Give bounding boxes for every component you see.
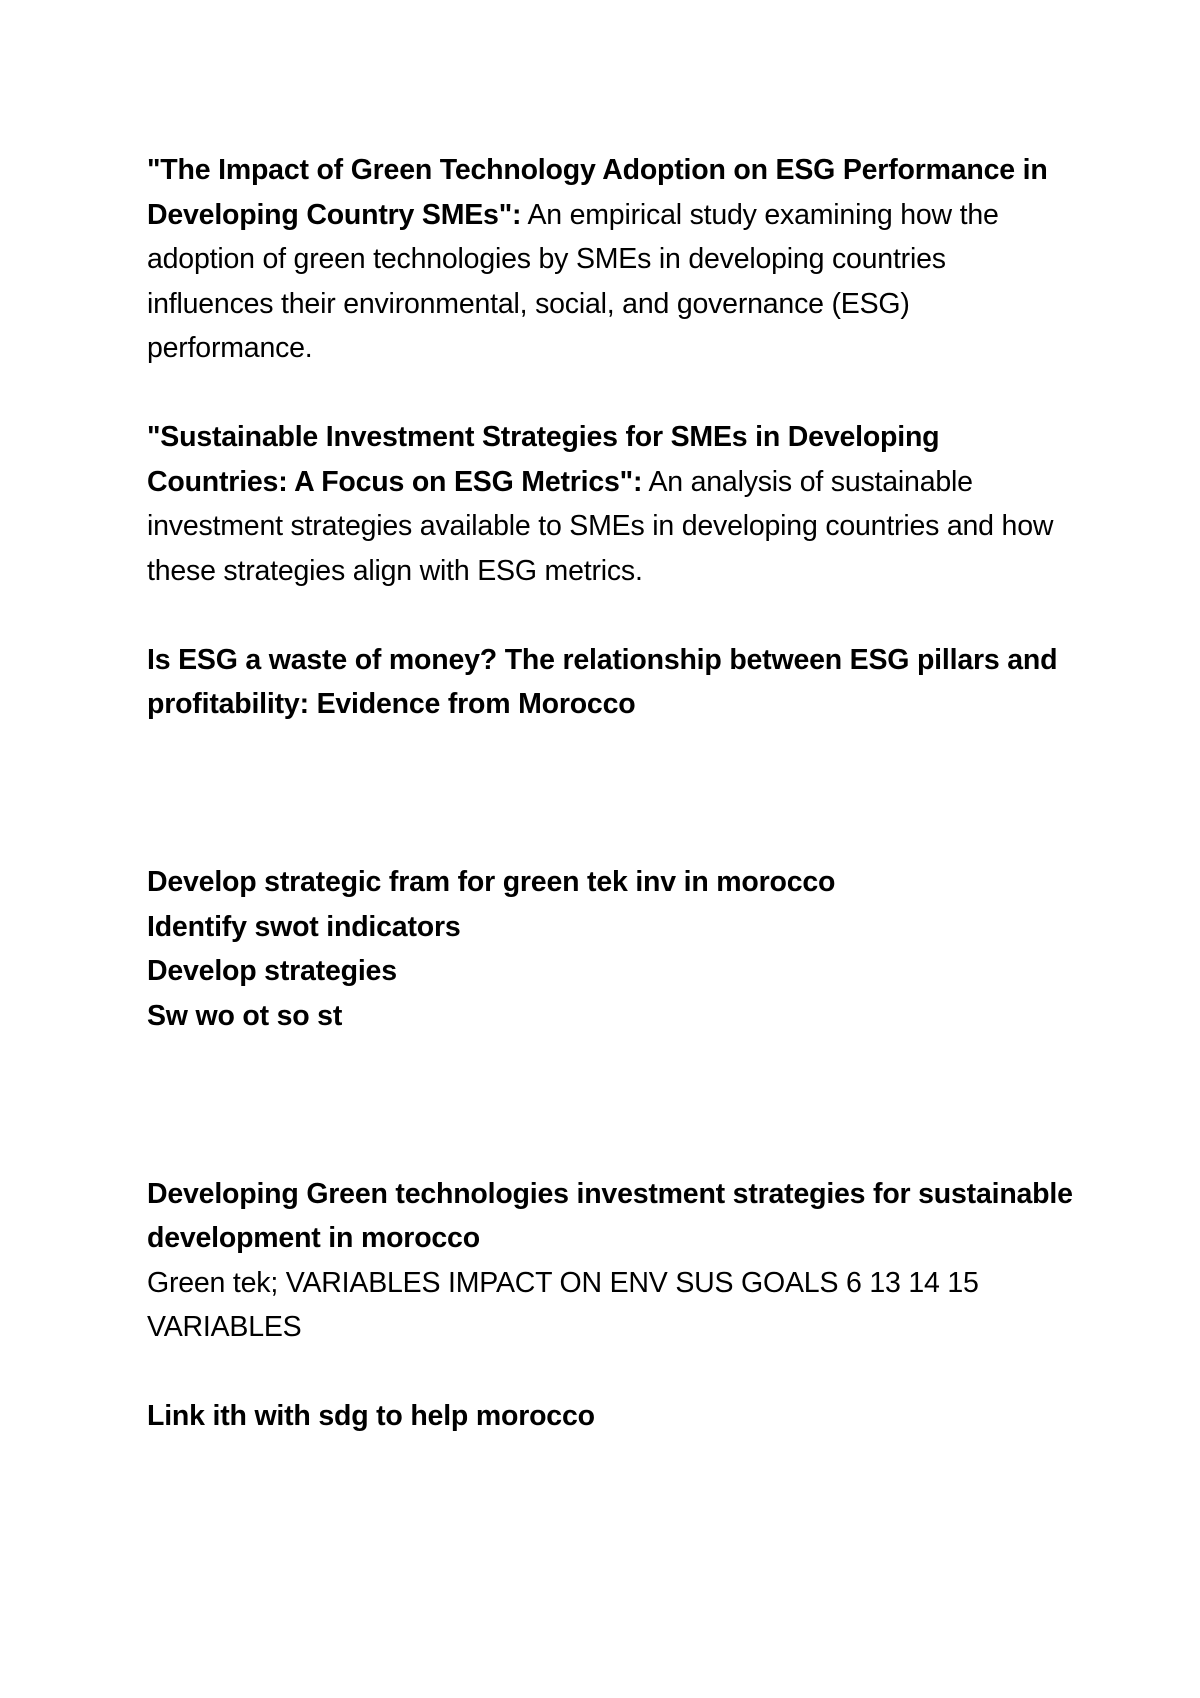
spacer <box>147 1350 1077 1395</box>
list-item: Develop strategic fram for green tek inv in morocco <box>147 866 836 898</box>
spacer <box>147 371 1077 416</box>
list-item: Sw wo ot so st <box>147 999 343 1032</box>
paragraph-title: "Sustainable Investment Strategies for SMEs in Developing Countries: A Focus on ESG Metrics": <box>147 421 940 498</box>
list-item: Develop strategies <box>147 955 397 987</box>
spacer <box>147 727 1077 861</box>
paragraph-green-tech-impact <box>147 148 1077 371</box>
paragraph-title: "The Impact of Green Technology Adoption on ESG Performance in Developing Country SMEs": <box>147 154 1048 231</box>
paragraph-green-tech-strategies: Developing Green technologies investment strategies for sustainable development in morocco <box>147 1177 1073 1254</box>
document-page <box>147 148 1077 1439</box>
paragraph-variables: Green tek; VARIABLES IMPACT ON ENV SUS GOALS 6 13 14 15 VARIABLES <box>147 1266 979 1343</box>
paragraph-body: An analysis of sustainable investment strategies available to SMEs in developing countries and how these strategies align with ESG metrics. <box>147 465 1054 587</box>
spacer <box>147 593 1077 638</box>
paragraph-sustainable-investment <box>147 415 1077 593</box>
paragraph-esg-waste-of-money: Is ESG a waste of money? The relationship between ESG pillars and profitability: Evidence from Morocco <box>147 643 1058 720</box>
spacer <box>147 1038 1077 1172</box>
paragraph-body: An empirical study examining how the adoption of green technologies by SMEs in developing countries influences their environmental, social, and governance (ESG) performance. <box>147 198 999 364</box>
list-item: Identify swot indicators <box>147 910 461 943</box>
paragraph-link-sdg: Link ith with sdg to help morocco <box>147 1400 595 1432</box>
